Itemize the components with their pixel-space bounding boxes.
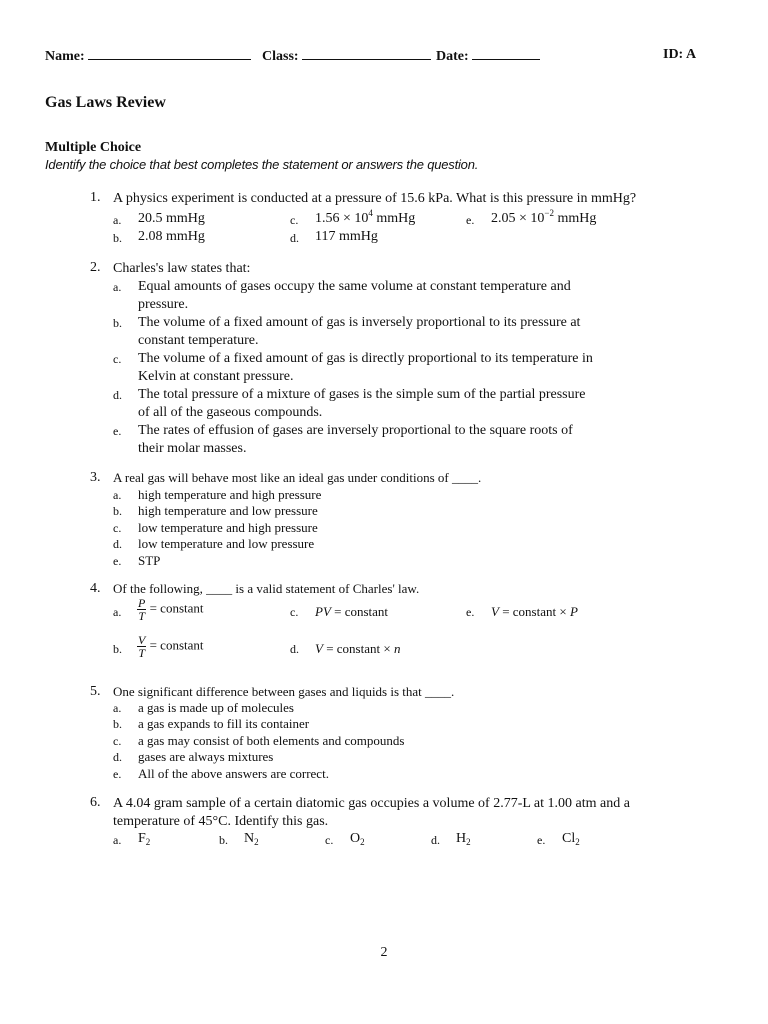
question-number: 1. bbox=[90, 190, 101, 205]
option-letter: a. bbox=[113, 833, 122, 847]
option-letter: a. bbox=[113, 488, 122, 502]
option-letter: a. bbox=[113, 280, 122, 294]
option-letter: b. bbox=[113, 642, 122, 656]
option-letter: c. bbox=[113, 734, 122, 748]
option-text: 20.5 mmHg bbox=[138, 211, 205, 226]
option-letter: d. bbox=[290, 642, 299, 656]
option-letter: c. bbox=[290, 213, 299, 227]
name-blank bbox=[88, 47, 251, 60]
option-text: low temperature and high pressure bbox=[138, 520, 318, 535]
option-text-continued: constant temperature. bbox=[138, 333, 259, 348]
question-number: 6. bbox=[90, 795, 101, 810]
option-formula: $O_2$ bbox=[350, 831, 365, 847]
option-text: The volume of a fixed amount of gas is inversely proportional to its pressure at bbox=[138, 315, 581, 330]
option-text: low temperature and low pressure bbox=[138, 536, 315, 551]
option-letter: b. bbox=[113, 717, 122, 731]
option-letter: d. bbox=[431, 833, 440, 847]
question-text: Charles's law states that: bbox=[113, 261, 251, 276]
option-letter: a. bbox=[113, 701, 122, 715]
option-letter: e. bbox=[113, 554, 122, 568]
question-text: A 4.04 gram sample of a certain diatomic gas occupies a volume of 2.77-L at 1.00 atm and a bbox=[113, 796, 630, 811]
option-letter: d. bbox=[113, 750, 122, 764]
option-letter: b. bbox=[113, 504, 122, 518]
option-formula: $Cl_2$ bbox=[562, 831, 580, 847]
question-text: A real gas will behave most like an ideal gas under conditions of ____. bbox=[113, 470, 482, 485]
section-heading: Multiple Choice bbox=[45, 140, 142, 155]
question-text: One significant difference between gases and liquids is that ____. bbox=[113, 684, 455, 699]
option-text: 117 mmHg bbox=[315, 229, 378, 244]
option-letter: e. bbox=[466, 605, 475, 619]
option-letter: e. bbox=[113, 424, 122, 438]
page-number: 2 bbox=[380, 945, 388, 960]
option-text: The rates of effusion of gases are inversely proportional to the square roots of bbox=[138, 423, 573, 438]
class-label: Class: bbox=[262, 49, 299, 64]
option-text: high temperature and high pressure bbox=[138, 487, 322, 502]
question-text: A physics experiment is conducted at a pressure of 15.6 kPa. What is this pressure in mmHg? bbox=[113, 191, 637, 206]
option-letter: c. bbox=[325, 833, 334, 847]
fraction: $\frac{V}{T}$ bbox=[138, 633, 146, 660]
option-formula: V = constant × P bbox=[491, 604, 578, 619]
option-letter: b. bbox=[113, 231, 122, 245]
date-label: Date: bbox=[436, 49, 469, 64]
option-formula: $H_2$ bbox=[456, 831, 471, 847]
question-number: 4. bbox=[90, 581, 101, 596]
option-letter: a. bbox=[113, 605, 122, 619]
option-letter: c. bbox=[113, 352, 122, 366]
option-text: high temperature and low pressure bbox=[138, 503, 318, 518]
option-formula: V = constant × n bbox=[315, 641, 401, 656]
option-text: gases are always mixtures bbox=[138, 749, 274, 764]
question-number: 3. bbox=[90, 470, 101, 485]
option-formula: PV = constant bbox=[315, 604, 389, 619]
date-blank bbox=[472, 47, 540, 60]
option-formula: $F_2$ bbox=[138, 831, 151, 847]
name-field bbox=[45, 47, 251, 65]
option-letter: b. bbox=[113, 316, 122, 330]
option-letter: a. bbox=[113, 213, 122, 227]
option-text: 2.08 mmHg bbox=[138, 229, 205, 244]
option-letter: b. bbox=[219, 833, 228, 847]
option-text: $1.56 \times 10^4$ mmHg bbox=[315, 208, 416, 226]
question-number: 5. bbox=[90, 684, 101, 699]
option-letter: e. bbox=[537, 833, 546, 847]
option-text: All of the above answers are correct. bbox=[138, 766, 329, 781]
option-formula: $\frac{V}{T}$ = constant bbox=[138, 633, 204, 660]
option-text-continued: of all of the gaseous compounds. bbox=[138, 405, 323, 420]
question-text-continued: temperature of 45°C. Identify this gas. bbox=[113, 814, 329, 829]
option-text-continued: Kelvin at constant pressure. bbox=[138, 369, 294, 384]
option-letter: c. bbox=[290, 605, 299, 619]
option-letter: d. bbox=[290, 231, 299, 245]
section-instructions: Identify the choice that best completes the statement or answers the question. bbox=[45, 157, 479, 172]
option-text: a gas is made up of molecules bbox=[138, 700, 294, 715]
option-letter: c. bbox=[113, 521, 122, 535]
option-letter: d. bbox=[113, 388, 122, 402]
id-label: ID: A bbox=[663, 47, 697, 62]
option-text: a gas expands to fill its container bbox=[138, 716, 310, 731]
option-text: $2.05 \times 10^{-2}$ mmHg bbox=[491, 208, 597, 226]
date-field bbox=[436, 47, 540, 65]
class-field bbox=[262, 47, 431, 65]
option-text: The total pressure of a mixture of gases is the simple sum of the partial pressure bbox=[138, 387, 586, 402]
option-text: STP bbox=[138, 553, 161, 568]
option-text: a gas may consist of both elements and compounds bbox=[138, 733, 405, 748]
option-text: The volume of a fixed amount of gas is directly proportional to its temperature in bbox=[138, 351, 593, 366]
option-letter: e. bbox=[113, 767, 122, 781]
option-letter: e. bbox=[466, 213, 475, 227]
option-letter: d. bbox=[113, 537, 122, 551]
page-title: Gas Laws Review bbox=[45, 94, 166, 111]
option-formula: $N_2$ bbox=[244, 831, 259, 847]
question-text: Of the following, ____ is a valid statement of Charles' law. bbox=[113, 581, 420, 596]
option-text: Equal amounts of gases occupy the same volume at constant temperature and bbox=[138, 279, 571, 294]
name-label: Name: bbox=[45, 49, 85, 64]
fraction: $\frac{P}{T}$ bbox=[138, 596, 146, 623]
class-blank bbox=[302, 47, 431, 60]
option-text-continued: pressure. bbox=[138, 297, 189, 312]
option-text-continued: their molar masses. bbox=[138, 441, 247, 456]
question-number: 2. bbox=[90, 260, 101, 275]
option-formula: $\frac{P}{T}$ = constant bbox=[138, 596, 204, 623]
